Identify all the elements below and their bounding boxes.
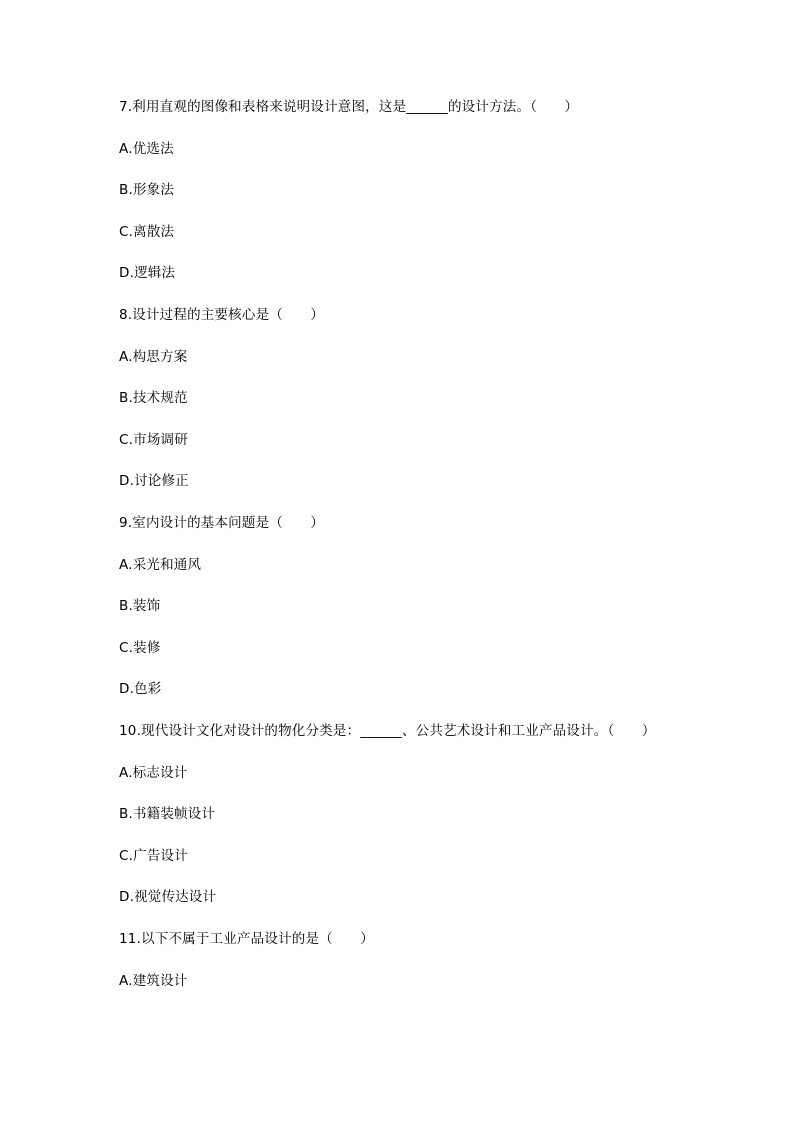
question-10-option-c: C.广告设计 bbox=[119, 848, 188, 864]
question-9-option-b: B.装饰 bbox=[119, 598, 161, 614]
question-8-option-a: A.构思方案 bbox=[119, 349, 188, 365]
question-8-option-b: B.技术规范 bbox=[119, 390, 188, 406]
question-7-stem: 7.利用直观的图像和表格来说明设计意图，这是______的设计方法。（ ） bbox=[119, 99, 579, 115]
question-8-stem: 8.设计过程的主要核心是（ ） bbox=[119, 307, 325, 323]
question-7-option-b: B.形象法 bbox=[119, 182, 175, 198]
question-8-option-c: C.市场调研 bbox=[119, 432, 188, 448]
question-9-option-d: D.色彩 bbox=[119, 681, 162, 697]
question-11-option-a: A.建筑设计 bbox=[119, 973, 188, 989]
question-9-option-c: C.装修 bbox=[119, 640, 161, 656]
question-8-option-d: D.讨论修正 bbox=[119, 473, 189, 489]
question-11-stem: 11.以下不属于工业产品设计的是（ ） bbox=[119, 931, 374, 947]
question-7-option-a: A.优选法 bbox=[119, 141, 174, 157]
question-9-stem: 9.室内设计的基本问题是（ ） bbox=[119, 515, 325, 531]
question-7-option-c: C.离散法 bbox=[119, 224, 175, 240]
question-10-option-b: B.书籍装帧设计 bbox=[119, 806, 216, 822]
question-9-option-a: A.采光和通风 bbox=[119, 557, 202, 573]
question-7-option-d: D.逻辑法 bbox=[119, 265, 176, 281]
question-10-option-d: D.视觉传达设计 bbox=[119, 889, 217, 905]
question-10-stem: 10.现代设计文化对设计的物化分类是：______、公共艺术设计和工业产品设计。（ ） bbox=[119, 723, 656, 739]
question-10-option-a: A.标志设计 bbox=[119, 765, 188, 781]
